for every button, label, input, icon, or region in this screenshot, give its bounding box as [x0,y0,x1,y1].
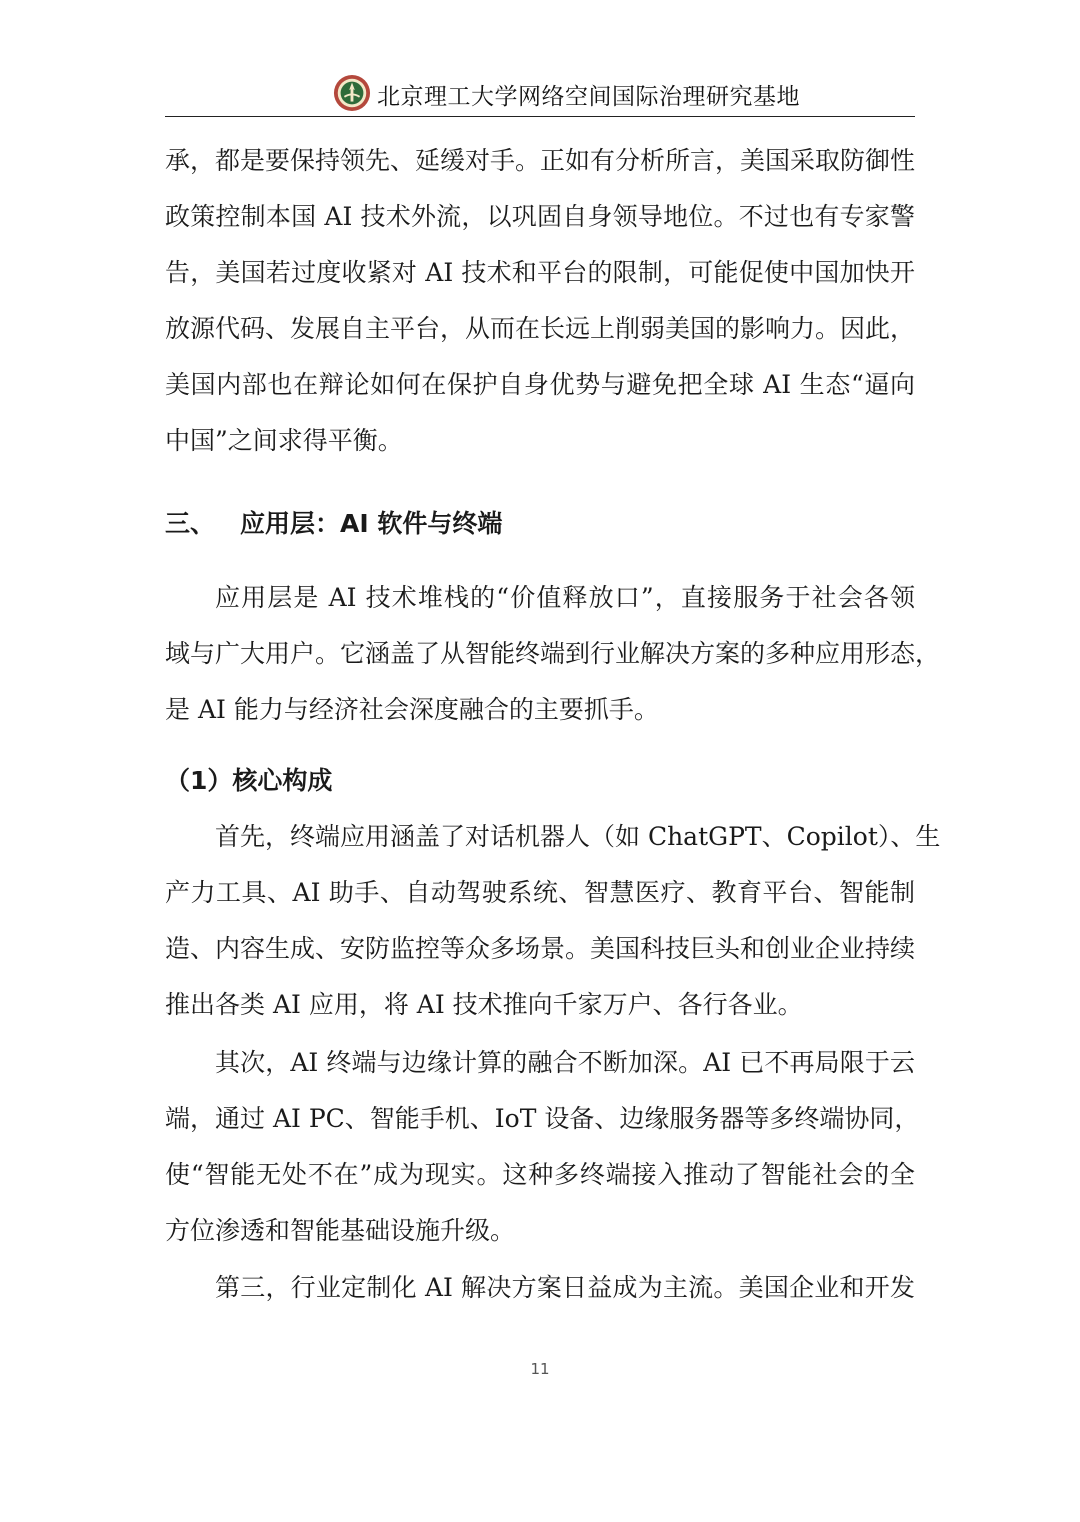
text-line: 告，美国若过度收紧对 AI 技术和平台的限制，可能促使中国加快开 [165,258,915,287]
section-title: 应用层：AI 软件与终端 [240,509,503,538]
text-line: 使“智能无处不在”成为现实。这种多终端接入推动了智能社会的全 [165,1160,915,1189]
text-line: 第三，行业定制化 AI 解决方案日益成为主流。美国企业和开发 [215,1273,915,1302]
text-line: 首先，终端应用涵盖了对话机器人（如 ChatGPT、Copilot）、生 [215,822,941,851]
header-divider [165,116,915,117]
section-number: 三、 [165,509,216,538]
text-line: 是 AI 能力与经济社会深度融合的主要抓手。 [165,695,659,724]
subsection-heading: （1）核心构成 [165,766,333,795]
text-line: 放源代码、发展自主平台，从而在长远上削弱美国的影响力。因此， [165,314,916,343]
section-heading [165,508,502,540]
text-line: 美国内部也在辩论如何在保护自身优势与避免把全球 AI 生态“逼向 [165,370,915,399]
text-line: 其次，AI 终端与边缘计算的融合不断加深。AI 已不再局限于云 [215,1048,915,1077]
text-line: 方位渗透和智能基础设施升级。 [165,1216,516,1245]
text-line: 造、内容生成、安防监控等众多场景。美国科技巨头和创业企业持续 [165,934,916,963]
text-line: 端，通过 AI PC、智能手机、IoT 设备、边缘服务器等多终端协同， [165,1104,920,1133]
page-header [165,70,915,118]
page-number: 11 [530,1360,550,1378]
text-line: 产力工具、AI 助手、自动驾驶系统、智慧医疗、教育平台、智能制 [165,878,915,907]
header-title: 北京理工大学网络空间国际治理研究基地 [377,84,800,110]
text-line: 应用层是 AI 技术堆栈的“价值释放口”，直接服务于社会各领 [215,583,915,612]
text-line: 承，都是要保持领先、延缓对手。正如有分析所言，美国采取防御性 [165,146,916,175]
text-line: 域与广大用户。它涵盖了从智能终端到行业解决方案的多种应用形态， [165,639,941,668]
text-line: 政策控制本国 AI 技术外流，以巩固自身领导地位。不过也有专家警 [165,202,915,231]
text-line: 推出各类 AI 应用，将 AI 技术推向千家万户、各行各业。 [165,990,803,1019]
university-seal-icon [333,74,371,112]
text-line: 中国”之间求得平衡。 [165,426,403,455]
